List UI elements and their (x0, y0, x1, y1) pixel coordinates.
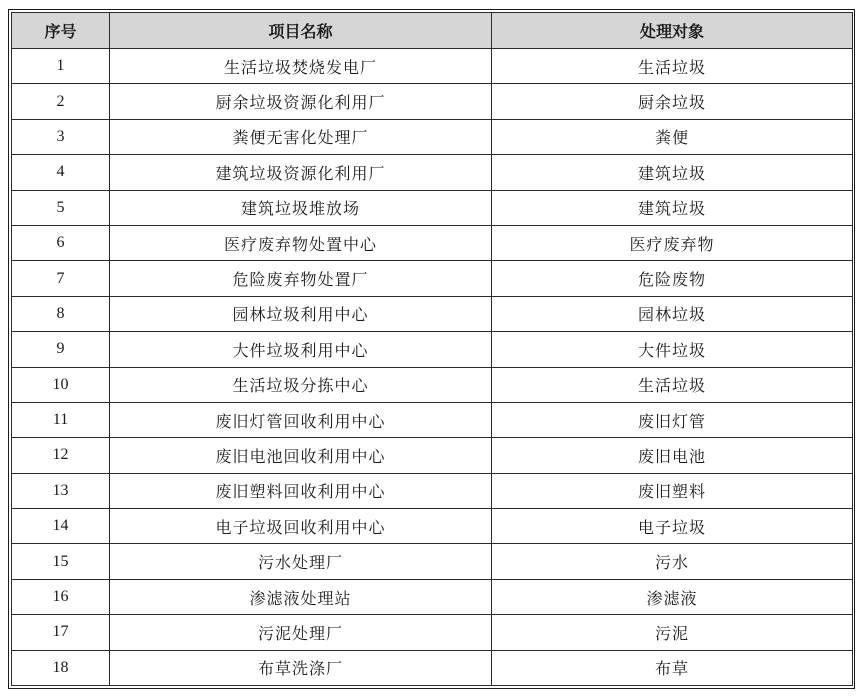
row-project-name: 园林垃圾利用中心 (110, 296, 492, 331)
table-row (12, 296, 853, 331)
table-row (12, 544, 853, 579)
row-project-name: 电子垃圾回收利用中心 (110, 509, 492, 544)
row-index: 1 (12, 49, 110, 84)
table-row (12, 49, 853, 84)
row-index: 6 (12, 225, 110, 260)
table-body (12, 49, 853, 686)
header-project-name: 项目名称 (110, 13, 492, 49)
table-row (12, 650, 853, 685)
row-index: 13 (12, 473, 110, 508)
row-index: 3 (12, 119, 110, 154)
row-index: 4 (12, 155, 110, 190)
table-row (12, 84, 853, 119)
table-row (12, 119, 853, 154)
row-target: 生活垃圾 (492, 367, 853, 402)
row-target: 大件垃圾 (492, 332, 853, 367)
row-index: 16 (12, 579, 110, 614)
row-target: 渗滤液 (492, 579, 853, 614)
row-target: 医疗废弃物 (492, 225, 853, 260)
row-project-name: 渗滤液处理站 (110, 579, 492, 614)
row-target: 电子垃圾 (492, 509, 853, 544)
table-frame (8, 9, 855, 689)
row-target: 建筑垃圾 (492, 190, 853, 225)
table-row (12, 473, 853, 508)
row-index: 15 (12, 544, 110, 579)
table-row (12, 509, 853, 544)
row-project-name: 废旧塑料回收利用中心 (110, 473, 492, 508)
header-target: 处理对象 (492, 13, 853, 49)
row-project-name: 危险废弃物处置厂 (110, 261, 492, 296)
table-row (12, 438, 853, 473)
row-index: 11 (12, 402, 110, 437)
row-target: 废旧灯管 (492, 402, 853, 437)
row-project-name: 医疗废弃物处置中心 (110, 225, 492, 260)
row-index: 14 (12, 509, 110, 544)
row-project-name: 厨余垃圾资源化利用厂 (110, 84, 492, 119)
table-row (12, 579, 853, 614)
row-target: 布草 (492, 650, 853, 685)
row-target: 废旧电池 (492, 438, 853, 473)
row-index: 10 (12, 367, 110, 402)
row-target: 厨余垃圾 (492, 84, 853, 119)
table-row (12, 332, 853, 367)
row-project-name: 生活垃圾分拣中心 (110, 367, 492, 402)
row-target: 建筑垃圾 (492, 155, 853, 190)
row-project-name: 生活垃圾焚烧发电厂 (110, 49, 492, 84)
row-project-name: 建筑垃圾资源化利用厂 (110, 155, 492, 190)
row-index: 9 (12, 332, 110, 367)
table-header (12, 13, 853, 49)
row-target: 污水 (492, 544, 853, 579)
table-row (12, 615, 853, 650)
table-row (12, 190, 853, 225)
row-target: 粪便 (492, 119, 853, 154)
header-row (12, 13, 853, 49)
row-project-name: 污泥处理厂 (110, 615, 492, 650)
row-index: 7 (12, 261, 110, 296)
row-index: 12 (12, 438, 110, 473)
table-row (12, 261, 853, 296)
row-target: 危险废物 (492, 261, 853, 296)
row-target: 生活垃圾 (492, 49, 853, 84)
row-target: 污泥 (492, 615, 853, 650)
waste-facility-table (11, 12, 853, 686)
row-project-name: 建筑垃圾堆放场 (110, 190, 492, 225)
row-index: 5 (12, 190, 110, 225)
row-index: 18 (12, 650, 110, 685)
table-row (12, 367, 853, 402)
row-project-name: 粪便无害化处理厂 (110, 119, 492, 154)
header-index: 序号 (12, 13, 110, 49)
row-target: 园林垃圾 (492, 296, 853, 331)
row-index: 2 (12, 84, 110, 119)
row-project-name: 废旧灯管回收利用中心 (110, 402, 492, 437)
row-project-name: 污水处理厂 (110, 544, 492, 579)
table-row (12, 155, 853, 190)
row-project-name: 布草洗涤厂 (110, 650, 492, 685)
row-index: 8 (12, 296, 110, 331)
table-row (12, 402, 853, 437)
row-index: 17 (12, 615, 110, 650)
row-target: 废旧塑料 (492, 473, 853, 508)
row-project-name: 废旧电池回收利用中心 (110, 438, 492, 473)
table-row (12, 225, 853, 260)
row-project-name: 大件垃圾利用中心 (110, 332, 492, 367)
